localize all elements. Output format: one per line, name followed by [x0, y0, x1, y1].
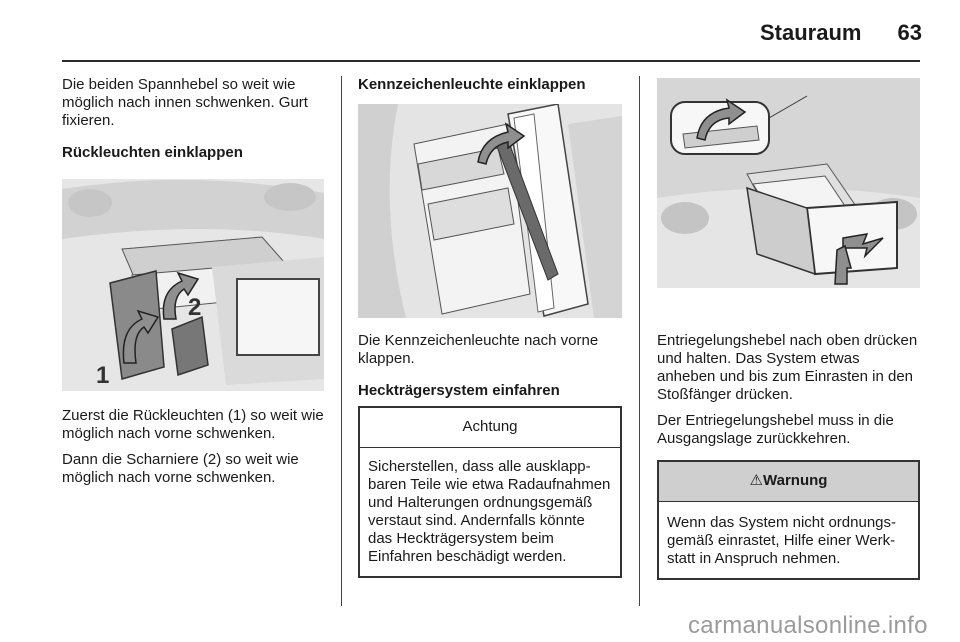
tail-lights-step-1: Zuerst die Rückleuchten (1) so weit wie möglich nach vorne schwenken.: [62, 407, 324, 442]
header-rule: [62, 60, 920, 62]
column-2: [358, 76, 622, 578]
section-heading-tail-lights: Rückleuchten einklappen: [62, 144, 243, 161]
intro-paragraph: Die beiden Spannhebel so weit wie möglich nach innen schwenken. Gurt fixieren.: [62, 76, 308, 129]
illustration-release-lever: [657, 78, 920, 288]
warning-triangle-icon: ⚠: [749, 472, 763, 489]
figure-label-2: 2: [188, 294, 202, 321]
section-heading-license-lamp: Kennzeichenleuchte einklappen: [358, 76, 586, 93]
warning-title: Warnung: [763, 472, 828, 489]
page-number: 63: [897, 20, 922, 45]
figure-label-1: 1: [96, 362, 110, 389]
illustration-license-lamp: [358, 104, 622, 318]
warning-header: [659, 462, 918, 502]
license-lamp-step: Die Kennzeichenleuchte nach vorne klappen.: [358, 332, 599, 367]
release-lever-step-1: Entriegelungshebel nach oben drücken und halten. Das System etwas anheben und bis zum Einrasten in den Stoßfänger drücken.: [657, 332, 918, 403]
caution-box: [358, 406, 622, 578]
warning-box: [657, 460, 920, 580]
tail-lights-step-2: Dann die Scharniere (2) so weit wie möglich nach vorne schwenken.: [62, 451, 299, 486]
caution-text: Sicherstellen, dass alle ausklappbaren Teile wie etwa Radaufnahmen und Halterungen ordnungsgemäß verstaut sind. Andernfalls könnte das Heckträgersystem beim Einfahren beschädigt werden.: [368, 458, 611, 565]
column-divider-1: [341, 76, 342, 606]
column-divider-2: [639, 76, 640, 606]
illustration-tail-lights: [62, 179, 324, 391]
page-header-title: Stauraum: [760, 20, 862, 45]
warning-text: Wenn das System nicht ordnungsgemäß einrastet, Hilfe einer Werkstatt in Anspruch nehmen.: [667, 514, 897, 567]
column-1: [62, 76, 328, 495]
column-3: [657, 78, 920, 580]
watermark: carmanualsonline.info: [688, 612, 928, 639]
release-lever-step-2: Der Entriegelungshebel muss in die Ausgangslage zurückkehren.: [657, 412, 894, 447]
caution-title: Achtung: [360, 408, 620, 448]
section-heading-carrier-retract: Heckträgersystem einfahren: [358, 382, 560, 399]
